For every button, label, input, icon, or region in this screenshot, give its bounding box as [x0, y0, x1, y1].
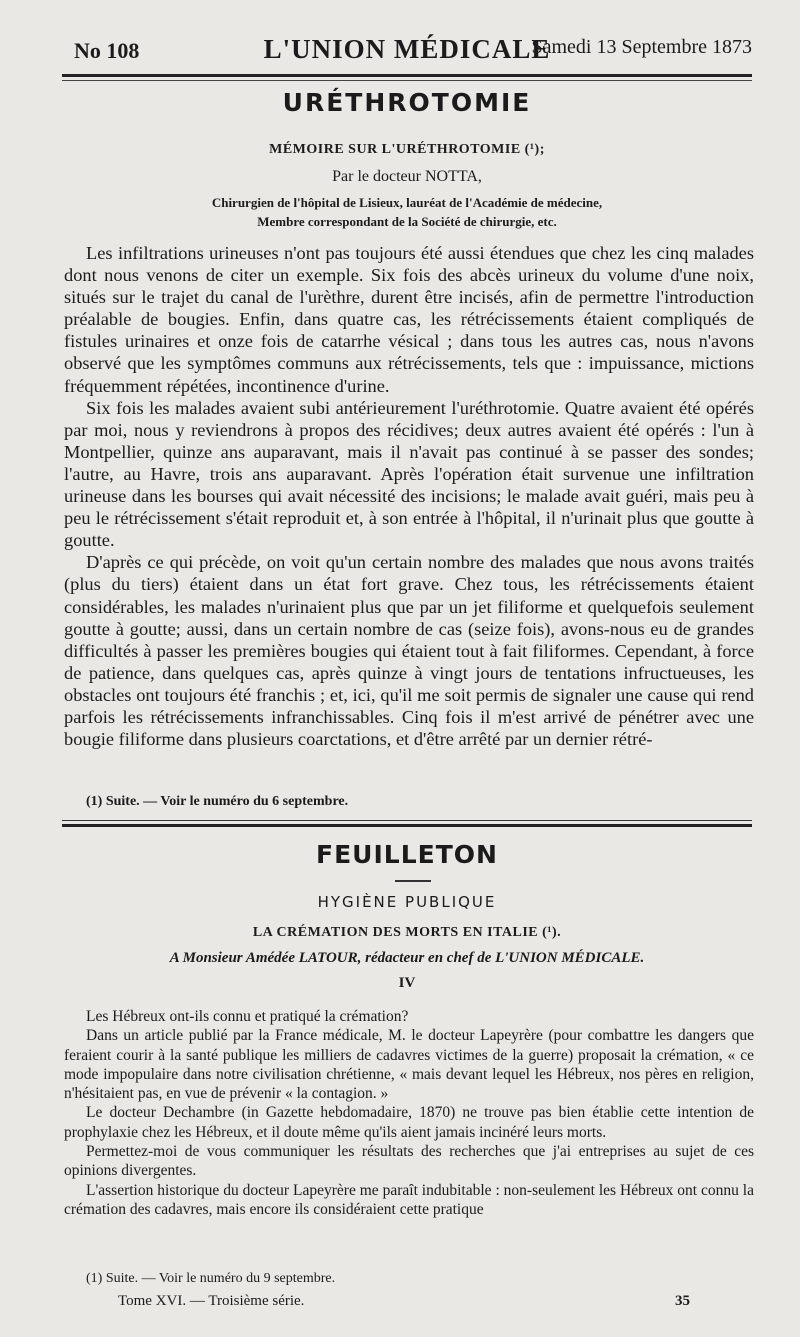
article-paragraph: Six fois les malades avaient subi antérieurement l'uréthrotomie. Quatre avaient été opérés par moi, nous y reviendrons à propos des récidives; deux autres avaient été opérés : l'un à Montpellier, quinze ans auparavant, mais il n'avait pas continué à se passer des sondes; l'autre, au Havre, trois ans auparavant. Après l'opération était survenue une infiltration urineuse dans les bourses qui avait nécessité des incisions; le malade avait guéri, mais peu à peu le rétrécissement s'était reproduit et, à son entrée à l'hôpital, il n'urinait plus que goutte à goutte. — [64, 397, 754, 551]
title-underline — [395, 880, 431, 882]
article-title: URÉTHROTOMIE — [282, 88, 532, 117]
article-footnote: (1) Suite. — Voir le numéro du 6 septembre. — [86, 794, 349, 809]
feuilleton-paragraph: Dans un article publié par la France médicale, M. le docteur Lapeyrère (pour combattre les dangers que feraient courir à la santé publique les milliers de cadavres victimes de la guerre) proposait la crémation, « ce mode impopulaire dans notre civilisation chrétienne, « mais devant lequel les Hébreux, nos pères en religion, n'hésitaient pas, en vue de prévenir « la contagion. » — [64, 1027, 754, 1103]
article-body — [64, 242, 754, 750]
article-paragraph: Les infiltrations urineuses n'ont pas toujours été aussi étendues que chez les cinq malades dont nous venons de citer un exemple. Six fois des abcès urineux du volume d'une noix, situés sur le trajet du canal de l'urèthre, durent être incisés, afin de permettre l'introduction préalable de bougies. Enfin, dans quatre cas, les rétrécissements étaient compliqués de fistules urinaires et onze fois de catarrhe vésical ; dans tous les autres cas, nous n'avons observé que les symptômes communs aux rétrécissements, tels que : impuissance, mictions fréquemment répétées, incontinence d'urine. — [64, 243, 754, 396]
feuilleton-body — [64, 1007, 754, 1219]
header-rule — [62, 74, 752, 77]
page-header — [62, 30, 752, 70]
issue-date: Samedi 13 Septembre 1873 — [531, 36, 752, 58]
volume-info: Tome XVI. — Troisième série. — [118, 1293, 305, 1309]
page-number: 35 — [675, 1293, 690, 1309]
article-subtitle: MÉMOIRE SUR L'URÉTHROTOMIE (¹); — [269, 142, 545, 157]
feuilleton-addressee: A Monsieur Amédée LATOUR, rédacteur en chef de L'UNION MÉDICALE. — [169, 950, 645, 966]
feuilleton-paragraph: Le docteur Dechambre (in Gazette hebdomadaire, 1870) ne trouve pas bien établie cette intention de prophylaxie chez les Hébreux, et il doute même qu'ils aient jamais incinéré leurs morts. — [64, 1104, 754, 1141]
article-author: Par le docteur NOTTA, — [332, 168, 482, 185]
feuilleton-title: FEUILLETON — [316, 840, 498, 869]
journal-title: L'UNION MÉDICALE — [263, 34, 551, 64]
author-affiliation-2: Membre correspondant de la Société de chirurgie, etc. — [257, 214, 557, 229]
header-rule-thin — [62, 80, 752, 81]
feuilleton-paragraph: Les Hébreux ont-ils connu et pratiqué la crémation? — [86, 1008, 409, 1025]
section-rule-thick — [62, 824, 752, 827]
article-paragraph: D'après ce qui précède, on voit qu'un certain nombre des malades que nous avons traités (plus du tiers) étaient dans un état fort grave. Chez tous, les rétrécissements étaient considérables, les malades n'urinaient plus que par un jet filiforme et quelquefois seulement goutte à goutte; aussi, dans un certain nombre de cas (seize fois), avons-nous eu de grandes difficultés à passer les premières bougies qui étaient tout à fait filiformes. Cependant, à force de patience, dans quelques cas, après quinze à vingt jours de tentations infructueuses, les obstacles ont toujours été franchis ; et, ici, qu'il me soit permis de signaler une cause qui rend parfois les rétrécissements infranchissables. Cinq fois il m'est arrivé de pénétrer avec une bougie filiforme dans plusieurs coarctations, et d'être arrêté par un dernier rétré- — [64, 552, 754, 750]
feuilleton-footnote: (1) Suite. — Voir le numéro du 9 septembre. — [86, 1271, 336, 1286]
chapter-number: IV — [398, 975, 416, 991]
feuilleton-paragraph: Permettez-moi de vous communiquer les résultats des recherches que j'ai entreprises au sujet de ces opinions divergentes. — [64, 1143, 754, 1180]
section-rule-thin — [62, 820, 752, 821]
feuilleton-paragraph: L'assertion historique du docteur Lapeyrère me paraît indubitable : non-seulement les Hébreux ont connu la crémation des cadavres, mais encore ils considéraient cette pratique — [64, 1181, 754, 1218]
author-affiliation-1: Chirurgien de l'hôpital de Lisieux, lauréat de l'Académie de médecine, — [211, 195, 603, 210]
feuilleton-subsection: LA CRÉMATION DES MORTS EN ITALIE (¹). — [252, 925, 562, 940]
feuilleton-section: HYGIÈNE PUBLIQUE — [317, 893, 497, 911]
issue-number: No 108 — [74, 38, 140, 63]
